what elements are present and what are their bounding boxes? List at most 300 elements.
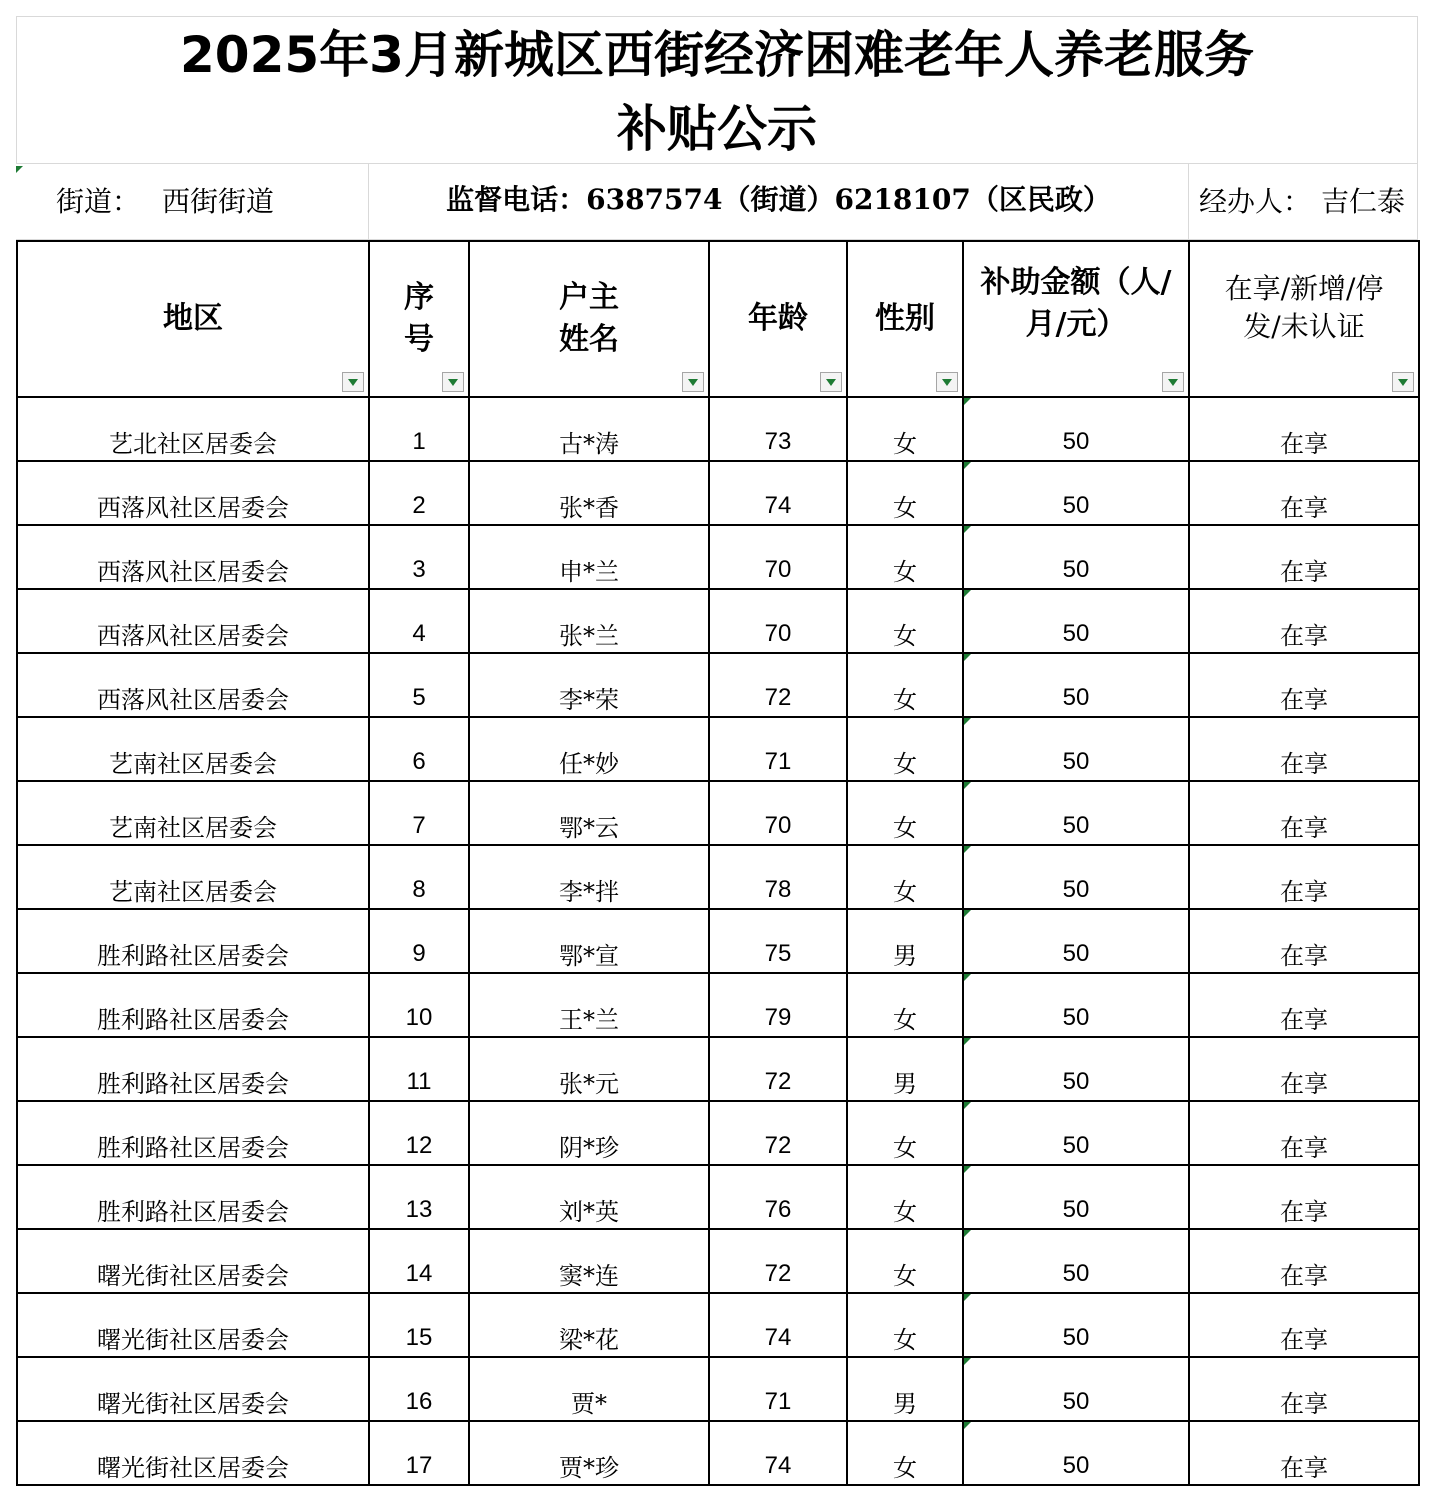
cell-seq[interactable] (369, 781, 469, 845)
cell-gender[interactable] (847, 717, 963, 781)
cell-gender[interactable] (847, 653, 963, 717)
table-row (17, 589, 1419, 653)
cell-seq-text: 9 (412, 940, 426, 967)
cell-gender-text: 女 (893, 878, 917, 906)
cell-name[interactable] (469, 717, 709, 781)
handler-label: 经办人： (1199, 185, 1312, 218)
cell-name[interactable] (469, 1101, 709, 1165)
cell-seq[interactable] (369, 845, 469, 909)
cell-amount-text: 50 (1062, 684, 1090, 711)
cell-seq-text: 12 (405, 1132, 433, 1159)
cell-amount[interactable] (963, 1293, 1189, 1357)
cell-status-text: 在享 (1280, 814, 1328, 842)
table-row (17, 1229, 1419, 1293)
table-row (17, 909, 1419, 973)
header-status[interactable] (1189, 241, 1419, 397)
header-gender[interactable] (847, 241, 963, 397)
cell-age-text: 72 (764, 684, 792, 711)
cell-region[interactable] (17, 525, 369, 589)
cell-seq[interactable] (369, 717, 469, 781)
header-seq-line1: 序 (404, 280, 434, 315)
header-age-label: 年龄 (748, 301, 808, 336)
cell-region[interactable] (17, 397, 369, 461)
cell-status-text: 在享 (1280, 494, 1328, 522)
cell-gender-text: 女 (893, 1198, 917, 1226)
cell-seq-text: 7 (412, 812, 426, 839)
cell-amount-text: 50 (1062, 1132, 1090, 1159)
street-value: 西街街道 (162, 185, 275, 218)
cell-name[interactable] (469, 397, 709, 461)
cell-status[interactable] (1189, 1101, 1419, 1165)
cell-gender[interactable] (847, 1357, 963, 1421)
cell-status-text: 在享 (1280, 1262, 1328, 1290)
cell-status[interactable] (1189, 909, 1419, 973)
cell-amount-text: 50 (1062, 492, 1090, 519)
filter-dropdown-icon[interactable] (342, 372, 364, 392)
header-name-line1: 户主 (559, 280, 619, 315)
cell-age[interactable] (709, 1101, 847, 1165)
cell-seq[interactable] (369, 1037, 469, 1101)
cell-region[interactable] (17, 461, 369, 525)
cell-age[interactable] (709, 653, 847, 717)
header-name-line2: 姓名 (559, 322, 619, 357)
cell-age-text: 79 (764, 1004, 792, 1031)
cell-region-text: 曙光街社区居委会 (97, 1262, 289, 1290)
cell-age-text: 73 (764, 428, 792, 455)
cell-seq-text: 10 (405, 1004, 433, 1031)
cell-region-text: 艺南社区居委会 (109, 814, 277, 842)
table-row (17, 1421, 1419, 1485)
cell-comment-marker (964, 1102, 971, 1109)
cell-age-text: 72 (764, 1068, 792, 1095)
info-row (16, 164, 1418, 240)
cell-gender-text: 女 (893, 1262, 917, 1290)
cell-status[interactable] (1189, 1421, 1419, 1485)
cell-age[interactable] (709, 397, 847, 461)
filter-dropdown-icon[interactable] (682, 372, 704, 392)
cell-region-text: 胜利路社区居委会 (97, 942, 289, 970)
cell-gender[interactable] (847, 1165, 963, 1229)
cell-status[interactable] (1189, 973, 1419, 1037)
table-row (17, 845, 1419, 909)
cell-region-text: 胜利路社区居委会 (97, 1198, 289, 1226)
cell-status-text: 在享 (1280, 1326, 1328, 1354)
cell-region[interactable] (17, 845, 369, 909)
header-status-line1: 在享/新增/停 (1224, 272, 1384, 305)
cell-gender[interactable] (847, 909, 963, 973)
cell-amount-text: 50 (1062, 1452, 1090, 1479)
header-status-line2: 发/未认证 (1243, 310, 1365, 343)
cell-gender[interactable] (847, 781, 963, 845)
cell-name[interactable] (469, 1229, 709, 1293)
cell-region-text: 曙光街社区居委会 (97, 1326, 289, 1354)
cell-amount-text: 50 (1062, 1260, 1090, 1287)
cell-comment-marker (964, 718, 971, 725)
cell-name[interactable] (469, 973, 709, 1037)
cell-gender[interactable] (847, 1037, 963, 1101)
cell-amount-text: 50 (1062, 620, 1090, 647)
table-row (17, 1293, 1419, 1357)
spreadsheet (16, 16, 1418, 1494)
header-name[interactable] (469, 241, 709, 397)
cell-region-text: 西落风社区居委会 (97, 686, 289, 714)
table-row (17, 973, 1419, 1037)
cell-name-text: 张*兰 (559, 622, 619, 650)
cell-amount-text: 50 (1062, 1004, 1090, 1031)
cell-status[interactable] (1189, 781, 1419, 845)
cell-gender-text: 女 (893, 1454, 917, 1482)
title-line-1: 2025年3月新城区西街经济困难老年人养老服务 (180, 26, 1254, 84)
header-region-label: 地区 (163, 301, 223, 336)
cell-status-text: 在享 (1280, 1070, 1328, 1098)
cell-region-text: 艺南社区居委会 (109, 878, 277, 906)
cell-region-text: 艺南社区居委会 (109, 750, 277, 778)
header-row (17, 241, 1419, 397)
cell-comment-marker (964, 1230, 971, 1237)
cell-status-text: 在享 (1280, 686, 1328, 714)
cell-seq-text: 4 (412, 620, 426, 647)
cell-amount[interactable] (963, 461, 1189, 525)
cell-status-text: 在享 (1280, 1006, 1328, 1034)
cell-amount-text: 50 (1062, 428, 1090, 455)
cell-seq-text: 16 (405, 1388, 433, 1415)
cell-gender-text: 女 (893, 1006, 917, 1034)
cell-region[interactable] (17, 1357, 369, 1421)
cell-status-text: 在享 (1280, 750, 1328, 778)
cell-amount-text: 50 (1062, 556, 1090, 583)
cell-name-text: 申*兰 (559, 558, 619, 586)
cell-amount[interactable] (963, 973, 1189, 1037)
table-row (17, 1037, 1419, 1101)
cell-seq[interactable] (369, 1229, 469, 1293)
cell-age[interactable] (709, 589, 847, 653)
cell-status[interactable] (1189, 1357, 1419, 1421)
street-cell[interactable] (16, 164, 368, 240)
cell-status-text: 在享 (1280, 430, 1328, 458)
cell-age[interactable] (709, 1165, 847, 1229)
cell-gender-text: 女 (893, 1326, 917, 1354)
cell-age-text: 74 (764, 1324, 792, 1351)
cell-seq-text: 2 (412, 492, 426, 519)
cell-region[interactable] (17, 1165, 369, 1229)
cell-gender[interactable] (847, 397, 963, 461)
cell-seq[interactable] (369, 973, 469, 1037)
cell-region[interactable] (17, 653, 369, 717)
table-row (17, 781, 1419, 845)
header-seq[interactable] (369, 241, 469, 397)
cell-age-text: 78 (764, 876, 792, 903)
cell-region[interactable] (17, 973, 369, 1037)
filter-dropdown-icon[interactable] (820, 372, 842, 392)
cell-name[interactable] (469, 1357, 709, 1421)
cell-name[interactable] (469, 653, 709, 717)
cell-region[interactable] (17, 1229, 369, 1293)
table-body (17, 397, 1419, 1485)
cell-amount-text: 50 (1062, 1324, 1090, 1351)
cell-gender[interactable] (847, 1421, 963, 1485)
cell-age[interactable] (709, 1357, 847, 1421)
cell-gender[interactable] (847, 845, 963, 909)
header-amount[interactable] (963, 241, 1189, 397)
hotline-cell[interactable] (368, 164, 1188, 240)
cell-gender-text: 女 (893, 430, 917, 458)
cell-amount-text: 50 (1062, 940, 1090, 967)
cell-age-text: 71 (764, 1388, 792, 1415)
cell-seq-text: 17 (405, 1452, 433, 1479)
cell-amount[interactable] (963, 1101, 1189, 1165)
cell-name[interactable] (469, 461, 709, 525)
cell-seq-text: 13 (405, 1196, 433, 1223)
cell-region-text: 胜利路社区居委会 (97, 1134, 289, 1162)
cell-comment-marker (964, 846, 971, 853)
cell-status[interactable] (1189, 1165, 1419, 1229)
cell-seq-text: 8 (412, 876, 426, 903)
title-line-2: 补贴公示 (617, 100, 817, 158)
cell-seq[interactable] (369, 589, 469, 653)
cell-amount[interactable] (963, 653, 1189, 717)
cell-comment-marker (964, 782, 971, 789)
table-row (17, 461, 1419, 525)
cell-region[interactable] (17, 717, 369, 781)
filter-dropdown-icon[interactable] (1392, 372, 1414, 392)
cell-region[interactable] (17, 1421, 369, 1485)
cell-age[interactable] (709, 909, 847, 973)
cell-comment-marker (964, 398, 971, 405)
cell-age-text: 70 (764, 556, 792, 583)
cell-status[interactable] (1189, 589, 1419, 653)
cell-region[interactable] (17, 1293, 369, 1357)
cell-gender-text: 女 (893, 814, 917, 842)
cell-gender[interactable] (847, 461, 963, 525)
cell-status-text: 在享 (1280, 558, 1328, 586)
cell-status[interactable] (1189, 525, 1419, 589)
cell-seq[interactable] (369, 909, 469, 973)
cell-region-text: 胜利路社区居委会 (97, 1006, 289, 1034)
cell-gender[interactable] (847, 589, 963, 653)
table-row (17, 653, 1419, 717)
cell-age[interactable] (709, 845, 847, 909)
cell-name[interactable] (469, 1293, 709, 1357)
cell-age[interactable] (709, 525, 847, 589)
cell-seq[interactable] (369, 1421, 469, 1485)
cell-age[interactable] (709, 1293, 847, 1357)
cell-region[interactable] (17, 589, 369, 653)
cell-name[interactable] (469, 1421, 709, 1485)
table-row (17, 1165, 1419, 1229)
cell-comment-marker (964, 974, 971, 981)
cell-seq[interactable] (369, 1293, 469, 1357)
cell-age[interactable] (709, 1421, 847, 1485)
cell-amount[interactable] (963, 1357, 1189, 1421)
cell-seq[interactable] (369, 1165, 469, 1229)
cell-gender[interactable] (847, 1229, 963, 1293)
cell-status[interactable] (1189, 397, 1419, 461)
cell-comment-marker (964, 462, 971, 469)
cell-gender-text: 女 (893, 686, 917, 714)
cell-comment-marker (964, 1358, 971, 1365)
cell-amount[interactable] (963, 525, 1189, 589)
table-row (17, 1357, 1419, 1421)
cell-seq[interactable] (369, 397, 469, 461)
header-gender-label: 性别 (875, 301, 935, 336)
cell-name[interactable] (469, 1037, 709, 1101)
table-row (17, 1101, 1419, 1165)
cell-region[interactable] (17, 909, 369, 973)
street-label: 街道： (56, 185, 141, 218)
cell-amount[interactable] (963, 1165, 1189, 1229)
handler-value: 吉仁泰 (1321, 185, 1406, 218)
cell-amount[interactable] (963, 909, 1189, 973)
filter-dropdown-icon[interactable] (1162, 372, 1184, 392)
cell-amount-text: 50 (1062, 876, 1090, 903)
cell-age[interactable] (709, 1229, 847, 1293)
header-amount-line2: 月/元） (1025, 307, 1127, 342)
cell-age[interactable] (709, 781, 847, 845)
cell-name-text: 张*香 (559, 494, 619, 522)
cell-status-text: 在享 (1280, 1198, 1328, 1226)
cell-comment-marker (964, 1038, 971, 1045)
cell-name-text: 鄂*宣 (559, 942, 619, 970)
cell-region-text: 西落风社区居委会 (97, 558, 289, 586)
cell-seq[interactable] (369, 525, 469, 589)
cell-gender-text: 女 (893, 1134, 917, 1162)
cell-amount[interactable] (963, 589, 1189, 653)
cell-name-text: 任*妙 (559, 750, 619, 778)
cell-age[interactable] (709, 717, 847, 781)
cell-status-text: 在享 (1280, 1390, 1328, 1418)
cell-amount[interactable] (963, 397, 1189, 461)
cell-gender-text: 男 (893, 942, 917, 970)
cell-amount[interactable] (963, 781, 1189, 845)
cell-amount-text: 50 (1062, 1388, 1090, 1415)
cell-gender-text: 女 (893, 622, 917, 650)
cell-amount[interactable] (963, 1421, 1189, 1485)
cell-name[interactable] (469, 845, 709, 909)
table-row (17, 397, 1419, 461)
cell-comment-marker (964, 910, 971, 917)
cell-status[interactable] (1189, 1293, 1419, 1357)
cell-age-text: 74 (764, 1452, 792, 1479)
cell-gender[interactable] (847, 973, 963, 1037)
cell-region-text: 胜利路社区居委会 (97, 1070, 289, 1098)
cell-gender[interactable] (847, 1293, 963, 1357)
cell-name[interactable] (469, 525, 709, 589)
cell-seq[interactable] (369, 1101, 469, 1165)
cell-age-text: 72 (764, 1260, 792, 1287)
cell-name-text: 古*涛 (559, 430, 619, 458)
cell-age-text: 75 (764, 940, 792, 967)
cell-status-text: 在享 (1280, 942, 1328, 970)
cell-seq[interactable] (369, 1357, 469, 1421)
cell-name[interactable] (469, 909, 709, 973)
cell-name-text: 刘*英 (559, 1198, 619, 1226)
header-age[interactable] (709, 241, 847, 397)
cell-seq[interactable] (369, 461, 469, 525)
cell-region-text: 西落风社区居委会 (97, 622, 289, 650)
cell-region[interactable] (17, 1037, 369, 1101)
cell-amount[interactable] (963, 845, 1189, 909)
cell-comment-marker (964, 1166, 971, 1173)
cell-amount-text: 50 (1062, 812, 1090, 839)
cell-comment-marker (964, 654, 971, 661)
cell-name-text: 贾* (571, 1390, 607, 1418)
cell-gender-text: 男 (893, 1390, 917, 1418)
cell-name-text: 李*荣 (559, 686, 619, 714)
cell-name-text: 李*拌 (559, 878, 619, 906)
cell-name-text: 鄂*云 (559, 814, 619, 842)
cell-amount[interactable] (963, 717, 1189, 781)
cell-name-text: 窦*连 (559, 1262, 619, 1290)
cell-age-text: 70 (764, 620, 792, 647)
cell-amount[interactable] (963, 1037, 1189, 1101)
cell-status[interactable] (1189, 717, 1419, 781)
cell-name-text: 贾*珍 (559, 1454, 619, 1482)
handler-cell[interactable] (1188, 164, 1418, 240)
cell-name[interactable] (469, 589, 709, 653)
cell-status-text: 在享 (1280, 1134, 1328, 1162)
cell-region-text: 曙光街社区居委会 (97, 1454, 289, 1482)
cell-gender-text: 女 (893, 558, 917, 586)
cell-status[interactable] (1189, 1229, 1419, 1293)
header-region[interactable] (17, 241, 369, 397)
cell-name-text: 阴*珍 (559, 1134, 619, 1162)
title-cell[interactable] (16, 16, 1418, 164)
cell-gender-text: 男 (893, 1070, 917, 1098)
filter-dropdown-icon[interactable] (936, 372, 958, 392)
cell-region-text: 艺北社区居委会 (109, 430, 277, 458)
cell-age-text: 70 (764, 812, 792, 839)
cell-seq[interactable] (369, 653, 469, 717)
cell-name[interactable] (469, 1165, 709, 1229)
cell-comment-marker (964, 1294, 971, 1301)
filter-dropdown-icon[interactable] (442, 372, 464, 392)
cell-age[interactable] (709, 973, 847, 1037)
cell-status[interactable] (1189, 653, 1419, 717)
cell-status[interactable] (1189, 461, 1419, 525)
subsidy-table (16, 240, 1420, 1486)
cell-seq-text: 15 (405, 1324, 433, 1351)
cell-seq-text: 1 (412, 428, 426, 455)
cell-age[interactable] (709, 461, 847, 525)
cell-region[interactable] (17, 781, 369, 845)
cell-gender[interactable] (847, 1101, 963, 1165)
cell-seq-text: 5 (412, 684, 426, 711)
cell-status[interactable] (1189, 845, 1419, 909)
cell-region[interactable] (17, 1101, 369, 1165)
cell-amount-text: 50 (1062, 748, 1090, 775)
table-row (17, 717, 1419, 781)
cell-comment-marker (964, 526, 971, 533)
cell-age[interactable] (709, 1037, 847, 1101)
cell-amount[interactable] (963, 1229, 1189, 1293)
cell-age-text: 71 (764, 748, 792, 775)
cell-name[interactable] (469, 781, 709, 845)
cell-seq-text: 6 (412, 748, 426, 775)
cell-status[interactable] (1189, 1037, 1419, 1101)
cell-comment-marker (964, 590, 971, 597)
header-amount-line1: 补助金额（人/ (980, 265, 1172, 300)
cell-seq-text: 11 (406, 1068, 432, 1095)
cell-status-text: 在享 (1280, 622, 1328, 650)
cell-name-text: 张*元 (559, 1070, 619, 1098)
table-row (17, 525, 1419, 589)
cell-gender-text: 女 (893, 750, 917, 778)
cell-name-text: 梁*花 (559, 1326, 619, 1354)
cell-age-text: 74 (764, 492, 792, 519)
hotline-text: 监督电话：6387574（街道）6218107（区民政） (446, 183, 1111, 216)
cell-gender[interactable] (847, 525, 963, 589)
cell-status-text: 在享 (1280, 878, 1328, 906)
